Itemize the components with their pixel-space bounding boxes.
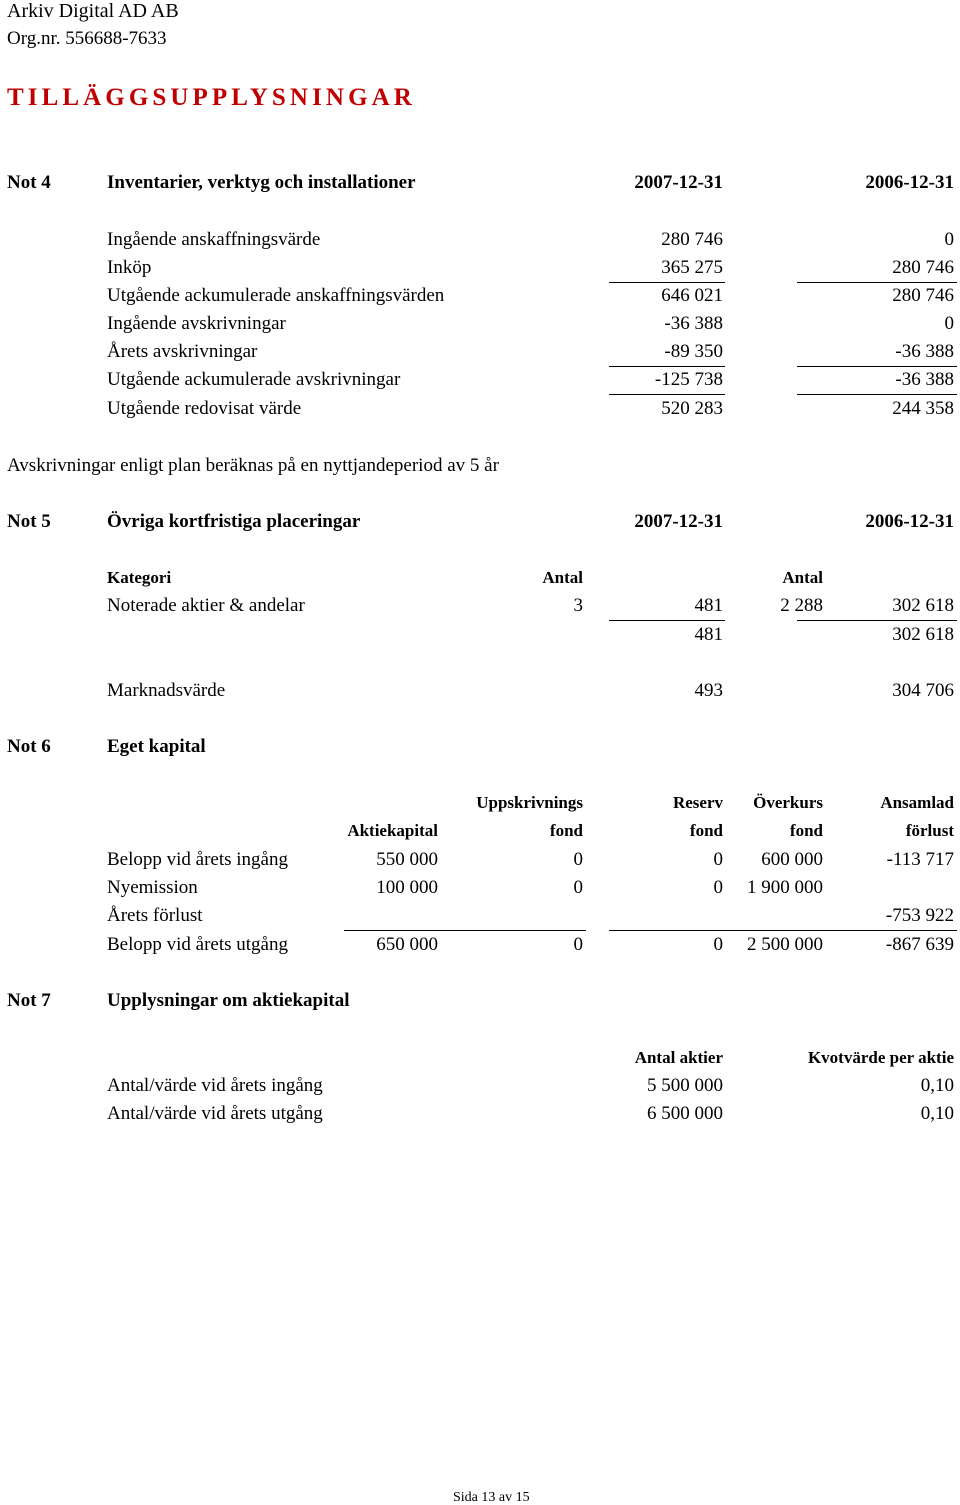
note-7-title: Upplysningar om aktiekapital	[107, 990, 350, 1011]
org-number: Org.nr. 556688-7633	[7, 28, 167, 49]
column-header: Ansamlad	[880, 793, 954, 812]
row-label: Utgående redovisat värde	[107, 398, 302, 419]
row-value-2006: 0	[944, 313, 954, 334]
row-value-2006: -36 388	[895, 369, 954, 390]
page-title: TILLÄGGSUPPLYSNINGAR	[7, 84, 416, 111]
row-antal-2007: 3	[573, 595, 583, 616]
sum-value-2006: 302 618	[892, 624, 954, 645]
row-label: Antal/värde vid årets ingång	[107, 1075, 323, 1096]
sum-line	[609, 394, 725, 395]
column-header: fond	[689, 821, 723, 840]
sum-line	[609, 930, 957, 931]
row-label: Årets förlust	[107, 905, 203, 926]
cell: 0	[573, 934, 583, 955]
sum-line	[609, 282, 725, 283]
cell: 600 000	[761, 849, 823, 870]
row-label: Ingående anskaffningsvärde	[107, 229, 321, 250]
row-value-2006: 304 706	[892, 680, 954, 701]
note-4-col1-header: 2007-12-31	[634, 172, 723, 193]
cell: 100 000	[376, 877, 438, 898]
sum-line	[344, 930, 586, 931]
cell: 550 000	[376, 849, 438, 870]
cell: 2 500 000	[747, 934, 823, 955]
row-value-2006: -36 388	[895, 341, 954, 362]
row-value-2007: 365 275	[661, 257, 723, 278]
row-kvotvarde: 0,10	[920, 1075, 954, 1096]
sum-line	[609, 366, 725, 367]
sum-line	[609, 620, 725, 621]
column-header-kvotvarde: Kvotvärde per aktie	[807, 1048, 954, 1067]
column-header-antal-2006: Antal	[782, 568, 823, 587]
column-header: fond	[789, 821, 823, 840]
company-name: Arkiv Digital AD AB	[7, 0, 179, 22]
row-kvotvarde: 0,10	[920, 1103, 954, 1124]
note-6-number: Not 6	[7, 736, 51, 757]
cell: 650 000	[376, 934, 438, 955]
column-header-antal-aktier: Antal aktier	[634, 1048, 723, 1067]
note-4-footnote: Avskrivningar enligt plan beräknas på en nyttjandeperiod av 5 år	[7, 455, 499, 476]
cell: -753 922	[885, 905, 954, 926]
row-value-2007: -125 738	[654, 369, 723, 390]
sum-line	[797, 394, 957, 395]
cell: -867 639	[885, 934, 954, 955]
row-antal-2006: 2 288	[780, 595, 823, 616]
note-4-col2-header: 2006-12-31	[865, 172, 954, 193]
row-value-2007: 646 021	[661, 285, 723, 306]
page-number: Sida 13 av 15	[453, 1490, 530, 1505]
row-label: Inköp	[107, 257, 152, 278]
row-value-2006: 280 746	[892, 257, 954, 278]
cell: 0	[713, 849, 723, 870]
column-header: Aktiekapital	[347, 821, 438, 840]
note-4-number: Not 4	[7, 172, 51, 193]
sum-line	[797, 620, 957, 621]
note-5-number: Not 5	[7, 511, 51, 532]
cell: -113 717	[886, 849, 954, 870]
row-label: Antal/värde vid årets utgång	[107, 1103, 323, 1124]
note-5-col2-header: 2006-12-31	[865, 511, 954, 532]
row-value-2007: -36 388	[664, 313, 723, 334]
row-label: Årets avskrivningar	[107, 341, 258, 362]
row-value-2007: 481	[694, 595, 723, 616]
sum-line	[797, 282, 957, 283]
column-header-kategori: Kategori	[107, 568, 172, 587]
row-label: Marknadsvärde	[107, 680, 226, 701]
row-label: Belopp vid årets utgång	[107, 934, 288, 955]
row-value-2007: -89 350	[664, 341, 723, 362]
note-6-title: Eget kapital	[107, 736, 206, 757]
row-antal-aktier: 5 500 000	[647, 1075, 723, 1096]
sum-line	[797, 366, 957, 367]
row-label: Belopp vid årets ingång	[107, 849, 288, 870]
row-value-2006: 280 746	[892, 285, 954, 306]
row-label: Utgående ackumulerade anskaffningsvärden	[107, 285, 445, 306]
sum-value-2007: 481	[694, 624, 723, 645]
row-antal-aktier: 6 500 000	[647, 1103, 723, 1124]
column-header: Reserv	[672, 793, 723, 812]
column-header: Överkurs	[753, 793, 823, 812]
row-value-2006: 302 618	[892, 595, 954, 616]
cell: 0	[713, 877, 723, 898]
cell: 0	[713, 934, 723, 955]
column-header: förlust	[905, 821, 954, 840]
cell: 1 900 000	[747, 877, 823, 898]
row-value-2007: 493	[694, 680, 723, 701]
note-7-number: Not 7	[7, 990, 51, 1011]
row-label: Utgående ackumulerade avskrivningar	[107, 369, 401, 390]
row-label: Ingående avskrivningar	[107, 313, 286, 334]
column-header: fond	[549, 821, 583, 840]
column-header-antal-2007: Antal	[542, 568, 583, 587]
note-4-title: Inventarier, verktyg och installationer	[107, 172, 416, 193]
row-label: Nyemission	[107, 877, 198, 898]
row-value-2006: 244 358	[892, 398, 954, 419]
row-value-2006: 0	[944, 229, 954, 250]
row-value-2007: 280 746	[661, 229, 723, 250]
cell: 0	[573, 849, 583, 870]
note-5-title: Övriga kortfristiga placeringar	[107, 511, 361, 532]
column-header: Uppskrivnings	[476, 793, 583, 812]
row-label: Noterade aktier & andelar	[107, 595, 305, 616]
row-value-2007: 520 283	[661, 398, 723, 419]
cell: 0	[573, 877, 583, 898]
note-5-col1-header: 2007-12-31	[634, 511, 723, 532]
